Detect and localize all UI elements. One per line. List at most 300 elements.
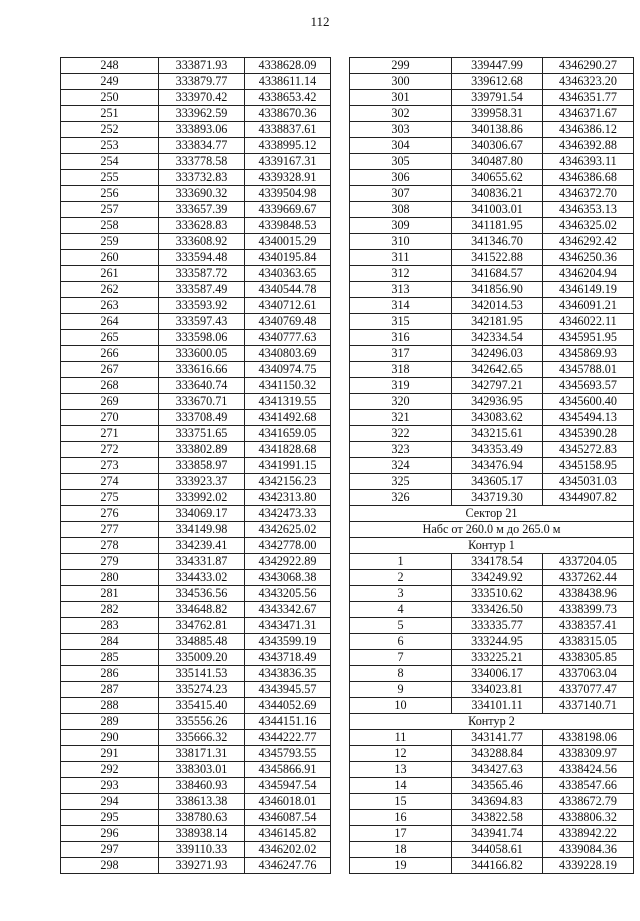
x-coordinate-cell: 333893.06 xyxy=(159,122,245,138)
x-coordinate-cell: 342181.95 xyxy=(452,314,543,330)
point-number-cell: 306 xyxy=(350,170,452,186)
y-coordinate-cell: 4345494.13 xyxy=(543,410,634,426)
point-number-cell: 4 xyxy=(350,602,452,618)
point-number-cell: 5 xyxy=(350,618,452,634)
x-coordinate-cell: 333597.43 xyxy=(159,314,245,330)
point-number-cell: 262 xyxy=(61,282,159,298)
table-row xyxy=(61,586,331,602)
x-coordinate-cell: 341522.88 xyxy=(452,250,543,266)
y-coordinate-cell: 4340544.78 xyxy=(245,282,331,298)
point-number-cell: 311 xyxy=(350,250,452,266)
point-number-cell: 290 xyxy=(61,730,159,746)
table-row xyxy=(350,378,634,394)
x-coordinate-cell: 333640.74 xyxy=(159,378,245,394)
point-number-cell: 279 xyxy=(61,554,159,570)
point-number-cell: 326 xyxy=(350,490,452,506)
y-coordinate-cell: 4345600.40 xyxy=(543,394,634,410)
point-number-cell: 313 xyxy=(350,282,452,298)
point-number-cell: 285 xyxy=(61,650,159,666)
x-coordinate-cell: 334069.17 xyxy=(159,506,245,522)
x-coordinate-cell: 340138.86 xyxy=(452,122,543,138)
table-row xyxy=(350,90,634,106)
x-coordinate-cell: 333879.77 xyxy=(159,74,245,90)
x-coordinate-cell: 335274.23 xyxy=(159,682,245,698)
y-coordinate-cell: 4342156.23 xyxy=(245,474,331,490)
y-coordinate-cell: 4343836.35 xyxy=(245,666,331,682)
x-coordinate-cell: 338303.01 xyxy=(159,762,245,778)
point-number-cell: 315 xyxy=(350,314,452,330)
x-coordinate-cell: 343083.62 xyxy=(452,410,543,426)
point-number-cell: 266 xyxy=(61,346,159,362)
point-number-cell: 9 xyxy=(350,682,452,698)
x-coordinate-cell: 333510.62 xyxy=(452,586,543,602)
y-coordinate-cell: 4340777.63 xyxy=(245,330,331,346)
table-row xyxy=(350,186,634,202)
x-coordinate-cell: 333670.71 xyxy=(159,394,245,410)
y-coordinate-cell: 4341150.32 xyxy=(245,378,331,394)
x-coordinate-cell: 333225.21 xyxy=(452,650,543,666)
table-row xyxy=(350,858,634,874)
table-row xyxy=(61,826,331,842)
x-coordinate-cell: 334101.11 xyxy=(452,698,543,714)
y-coordinate-cell: 4341991.15 xyxy=(245,458,331,474)
table-row xyxy=(350,698,634,714)
y-coordinate-cell: 4346091.21 xyxy=(543,298,634,314)
x-coordinate-cell: 333587.72 xyxy=(159,266,245,282)
x-coordinate-cell: 334149.98 xyxy=(159,522,245,538)
point-number-cell: 292 xyxy=(61,762,159,778)
x-coordinate-cell: 340306.67 xyxy=(452,138,543,154)
y-coordinate-cell: 4345693.57 xyxy=(543,378,634,394)
table-row xyxy=(350,570,634,586)
y-coordinate-cell: 4346351.77 xyxy=(543,90,634,106)
point-number-cell: 254 xyxy=(61,154,159,170)
table-row xyxy=(61,426,331,442)
point-number-cell: 19 xyxy=(350,858,452,874)
x-coordinate-cell: 338938.14 xyxy=(159,826,245,842)
table-row xyxy=(61,490,331,506)
y-coordinate-cell: 4338198.06 xyxy=(543,730,634,746)
y-coordinate-cell: 4340195.84 xyxy=(245,250,331,266)
table-row xyxy=(350,826,634,842)
table-row xyxy=(350,298,634,314)
y-coordinate-cell: 4340015.29 xyxy=(245,234,331,250)
x-coordinate-cell: 333598.06 xyxy=(159,330,245,346)
y-coordinate-cell: 4338806.32 xyxy=(543,810,634,826)
point-number-cell: 276 xyxy=(61,506,159,522)
sector-height-range: Набс от 260.0 м до 265.0 м xyxy=(350,522,634,538)
point-number-cell: 281 xyxy=(61,586,159,602)
table-row xyxy=(61,298,331,314)
y-coordinate-cell: 4341492.68 xyxy=(245,410,331,426)
y-coordinate-cell: 4346353.13 xyxy=(543,202,634,218)
table-row xyxy=(61,378,331,394)
point-number-cell: 252 xyxy=(61,122,159,138)
point-number-cell: 249 xyxy=(61,74,159,90)
table-row xyxy=(61,714,331,730)
table-row xyxy=(61,234,331,250)
y-coordinate-cell: 4346393.11 xyxy=(543,154,634,170)
x-coordinate-cell: 342334.54 xyxy=(452,330,543,346)
sector-title: Сектор 21 xyxy=(350,506,634,522)
x-coordinate-cell: 338171.31 xyxy=(159,746,245,762)
point-number-cell: 316 xyxy=(350,330,452,346)
point-number-cell: 303 xyxy=(350,122,452,138)
table-row xyxy=(61,186,331,202)
x-coordinate-cell: 341181.95 xyxy=(452,218,543,234)
x-coordinate-cell: 333751.65 xyxy=(159,426,245,442)
table-row xyxy=(350,682,634,698)
table-row xyxy=(61,746,331,762)
table-row xyxy=(350,154,634,170)
table-row xyxy=(61,90,331,106)
table-row xyxy=(350,394,634,410)
y-coordinate-cell: 4346292.42 xyxy=(543,234,634,250)
table-row xyxy=(350,442,634,458)
y-coordinate-cell: 4346145.82 xyxy=(245,826,331,842)
table-row xyxy=(350,794,634,810)
x-coordinate-cell: 343476.94 xyxy=(452,458,543,474)
x-coordinate-cell: 333732.83 xyxy=(159,170,245,186)
point-number-cell: 278 xyxy=(61,538,159,554)
point-number-cell: 265 xyxy=(61,330,159,346)
point-number-cell: 17 xyxy=(350,826,452,842)
y-coordinate-cell: 4345947.54 xyxy=(245,778,331,794)
y-coordinate-cell: 4338305.85 xyxy=(543,650,634,666)
y-coordinate-cell: 4342473.33 xyxy=(245,506,331,522)
x-coordinate-cell: 341003.01 xyxy=(452,202,543,218)
table-row xyxy=(350,330,634,346)
x-coordinate-cell: 339791.54 xyxy=(452,90,543,106)
y-coordinate-cell: 4340712.61 xyxy=(245,298,331,314)
table-row xyxy=(61,602,331,618)
point-number-cell: 288 xyxy=(61,698,159,714)
table-row xyxy=(350,490,634,506)
table-row xyxy=(61,618,331,634)
y-coordinate-cell: 4337140.71 xyxy=(543,698,634,714)
table-row xyxy=(61,330,331,346)
y-coordinate-cell: 4346392.88 xyxy=(543,138,634,154)
y-coordinate-cell: 4344222.77 xyxy=(245,730,331,746)
point-number-cell: 297 xyxy=(61,842,159,858)
point-number-cell: 287 xyxy=(61,682,159,698)
table-row xyxy=(350,314,634,330)
x-coordinate-cell: 334536.56 xyxy=(159,586,245,602)
x-coordinate-cell: 342936.95 xyxy=(452,394,543,410)
point-number-cell: 304 xyxy=(350,138,452,154)
table-row xyxy=(61,394,331,410)
table-row xyxy=(61,730,331,746)
table-row xyxy=(350,122,634,138)
table-row xyxy=(61,858,331,874)
table-row xyxy=(350,618,634,634)
y-coordinate-cell: 4343471.31 xyxy=(245,618,331,634)
x-coordinate-cell: 343605.17 xyxy=(452,474,543,490)
y-coordinate-cell: 4338438.96 xyxy=(543,586,634,602)
y-coordinate-cell: 4337204.05 xyxy=(543,554,634,570)
y-coordinate-cell: 4346386.68 xyxy=(543,170,634,186)
point-number-cell: 257 xyxy=(61,202,159,218)
table-row xyxy=(61,250,331,266)
point-number-cell: 294 xyxy=(61,794,159,810)
x-coordinate-cell: 333594.48 xyxy=(159,250,245,266)
table-row xyxy=(350,586,634,602)
y-coordinate-cell: 4339328.91 xyxy=(245,170,331,186)
y-coordinate-cell: 4338653.42 xyxy=(245,90,331,106)
x-coordinate-cell: 333335.77 xyxy=(452,618,543,634)
table-row xyxy=(350,554,634,570)
point-number-cell: 259 xyxy=(61,234,159,250)
x-coordinate-cell: 334178.54 xyxy=(452,554,543,570)
point-number-cell: 291 xyxy=(61,746,159,762)
table-row xyxy=(61,570,331,586)
y-coordinate-cell: 4346202.02 xyxy=(245,842,331,858)
table-row xyxy=(61,634,331,650)
table-row xyxy=(61,218,331,234)
y-coordinate-cell: 4346247.76 xyxy=(245,858,331,874)
table-row xyxy=(350,138,634,154)
point-number-cell: 248 xyxy=(61,58,159,74)
x-coordinate-cell: 333923.37 xyxy=(159,474,245,490)
point-number-cell: 8 xyxy=(350,666,452,682)
point-number-cell: 260 xyxy=(61,250,159,266)
y-coordinate-cell: 4345793.55 xyxy=(245,746,331,762)
x-coordinate-cell: 333600.05 xyxy=(159,346,245,362)
point-number-cell: 295 xyxy=(61,810,159,826)
x-coordinate-cell: 343694.83 xyxy=(452,794,543,810)
x-coordinate-cell: 339958.31 xyxy=(452,106,543,122)
x-coordinate-cell: 339447.99 xyxy=(452,58,543,74)
table-row xyxy=(61,266,331,282)
x-coordinate-cell: 334648.82 xyxy=(159,602,245,618)
y-coordinate-cell: 4339669.67 xyxy=(245,202,331,218)
y-coordinate-cell: 4346149.19 xyxy=(543,282,634,298)
table-row xyxy=(350,346,634,362)
x-coordinate-cell: 334762.81 xyxy=(159,618,245,634)
table-row xyxy=(61,154,331,170)
y-coordinate-cell: 4345272.83 xyxy=(543,442,634,458)
y-coordinate-cell: 4346372.70 xyxy=(543,186,634,202)
point-number-cell: 309 xyxy=(350,218,452,234)
table-row xyxy=(350,666,634,682)
point-number-cell: 256 xyxy=(61,186,159,202)
table-row xyxy=(61,762,331,778)
table-row xyxy=(61,698,331,714)
x-coordinate-cell: 333858.97 xyxy=(159,458,245,474)
table-row xyxy=(61,282,331,298)
y-coordinate-cell: 4338837.61 xyxy=(245,122,331,138)
x-coordinate-cell: 335009.20 xyxy=(159,650,245,666)
table-row xyxy=(61,810,331,826)
x-coordinate-cell: 342642.65 xyxy=(452,362,543,378)
table-row xyxy=(350,474,634,490)
point-number-cell: 324 xyxy=(350,458,452,474)
point-number-cell: 299 xyxy=(350,58,452,74)
x-coordinate-cell: 343288.84 xyxy=(452,746,543,762)
point-number-cell: 267 xyxy=(61,362,159,378)
x-coordinate-cell: 338780.63 xyxy=(159,810,245,826)
y-coordinate-cell: 4340803.69 xyxy=(245,346,331,362)
x-coordinate-cell: 333871.93 xyxy=(159,58,245,74)
table-row xyxy=(350,842,634,858)
x-coordinate-cell: 344166.82 xyxy=(452,858,543,874)
point-number-cell: 322 xyxy=(350,426,452,442)
y-coordinate-cell: 4345031.03 xyxy=(543,474,634,490)
point-number-cell: 320 xyxy=(350,394,452,410)
y-coordinate-cell: 4337262.44 xyxy=(543,570,634,586)
point-number-cell: 293 xyxy=(61,778,159,794)
table-row xyxy=(61,74,331,90)
point-number-cell: 12 xyxy=(350,746,452,762)
point-number-cell: 270 xyxy=(61,410,159,426)
point-number-cell: 318 xyxy=(350,362,452,378)
point-number-cell: 296 xyxy=(61,826,159,842)
x-coordinate-cell: 333708.49 xyxy=(159,410,245,426)
y-coordinate-cell: 4343342.67 xyxy=(245,602,331,618)
y-coordinate-cell: 4345158.95 xyxy=(543,458,634,474)
table-row xyxy=(350,810,634,826)
point-number-cell: 261 xyxy=(61,266,159,282)
y-coordinate-cell: 4346204.94 xyxy=(543,266,634,282)
x-coordinate-cell: 333628.83 xyxy=(159,218,245,234)
y-coordinate-cell: 4343068.38 xyxy=(245,570,331,586)
point-number-cell: 310 xyxy=(350,234,452,250)
x-coordinate-cell: 333657.39 xyxy=(159,202,245,218)
y-coordinate-cell: 4339848.53 xyxy=(245,218,331,234)
table-row xyxy=(61,682,331,698)
point-number-cell: 321 xyxy=(350,410,452,426)
x-coordinate-cell: 338613.38 xyxy=(159,794,245,810)
point-number-cell: 275 xyxy=(61,490,159,506)
y-coordinate-cell: 4346386.12 xyxy=(543,122,634,138)
y-coordinate-cell: 4343718.49 xyxy=(245,650,331,666)
x-coordinate-cell: 334249.92 xyxy=(452,570,543,586)
x-coordinate-cell: 333690.32 xyxy=(159,186,245,202)
x-coordinate-cell: 342797.21 xyxy=(452,378,543,394)
table-row xyxy=(61,522,331,538)
y-coordinate-cell: 4337077.47 xyxy=(543,682,634,698)
y-coordinate-cell: 4340974.75 xyxy=(245,362,331,378)
y-coordinate-cell: 4346325.02 xyxy=(543,218,634,234)
point-number-cell: 255 xyxy=(61,170,159,186)
x-coordinate-cell: 333962.59 xyxy=(159,106,245,122)
y-coordinate-cell: 4342778.00 xyxy=(245,538,331,554)
table-row xyxy=(350,74,634,90)
y-coordinate-cell: 4345788.01 xyxy=(543,362,634,378)
y-coordinate-cell: 4338399.73 xyxy=(543,602,634,618)
point-number-cell: 269 xyxy=(61,394,159,410)
point-number-cell: 268 xyxy=(61,378,159,394)
table-row xyxy=(61,314,331,330)
x-coordinate-cell: 335556.26 xyxy=(159,714,245,730)
y-coordinate-cell: 4340769.48 xyxy=(245,314,331,330)
contour-2-title-row xyxy=(350,714,634,730)
y-coordinate-cell: 4338670.36 xyxy=(245,106,331,122)
table-row xyxy=(61,506,331,522)
table-row xyxy=(61,170,331,186)
x-coordinate-cell: 341684.57 xyxy=(452,266,543,282)
contour-2-title: Контур 2 xyxy=(350,714,634,730)
x-coordinate-cell: 333834.77 xyxy=(159,138,245,154)
y-coordinate-cell: 4342922.89 xyxy=(245,554,331,570)
x-coordinate-cell: 334023.81 xyxy=(452,682,543,698)
contour-1-title: Контур 1 xyxy=(350,538,634,554)
table-row xyxy=(350,634,634,650)
x-coordinate-cell: 334331.87 xyxy=(159,554,245,570)
point-number-cell: 317 xyxy=(350,346,452,362)
table-row xyxy=(350,170,634,186)
point-number-cell: 319 xyxy=(350,378,452,394)
x-coordinate-cell: 340836.21 xyxy=(452,186,543,202)
table-row xyxy=(350,410,634,426)
table-row xyxy=(350,282,634,298)
point-number-cell: 312 xyxy=(350,266,452,282)
x-coordinate-cell: 333426.50 xyxy=(452,602,543,618)
y-coordinate-cell: 4338672.79 xyxy=(543,794,634,810)
point-number-cell: 280 xyxy=(61,570,159,586)
y-coordinate-cell: 4342625.02 xyxy=(245,522,331,538)
point-number-cell: 6 xyxy=(350,634,452,650)
y-coordinate-cell: 4337063.04 xyxy=(543,666,634,682)
x-coordinate-cell: 344058.61 xyxy=(452,842,543,858)
point-number-cell: 307 xyxy=(350,186,452,202)
y-coordinate-cell: 4338309.97 xyxy=(543,746,634,762)
table-row xyxy=(350,746,634,762)
point-number-cell: 314 xyxy=(350,298,452,314)
y-coordinate-cell: 4339228.19 xyxy=(543,858,634,874)
contour-1-title-row xyxy=(350,538,634,554)
table-row xyxy=(61,106,331,122)
page-number: 112 xyxy=(310,14,330,29)
y-coordinate-cell: 4345866.91 xyxy=(245,762,331,778)
point-number-cell: 3 xyxy=(350,586,452,602)
table-row xyxy=(61,410,331,426)
table-row xyxy=(350,218,634,234)
x-coordinate-cell: 333802.89 xyxy=(159,442,245,458)
y-coordinate-cell: 4338357.41 xyxy=(543,618,634,634)
y-coordinate-cell: 4338995.12 xyxy=(245,138,331,154)
point-number-cell: 263 xyxy=(61,298,159,314)
point-number-cell: 271 xyxy=(61,426,159,442)
y-coordinate-cell: 4345951.95 xyxy=(543,330,634,346)
y-coordinate-cell: 4338315.05 xyxy=(543,634,634,650)
table-row xyxy=(61,122,331,138)
table-row xyxy=(61,442,331,458)
point-number-cell: 258 xyxy=(61,218,159,234)
table-row xyxy=(61,538,331,554)
table-row xyxy=(61,778,331,794)
y-coordinate-cell: 4339167.31 xyxy=(245,154,331,170)
x-coordinate-cell: 333608.92 xyxy=(159,234,245,250)
point-number-cell: 13 xyxy=(350,762,452,778)
x-coordinate-cell: 335415.40 xyxy=(159,698,245,714)
y-coordinate-cell: 4342313.80 xyxy=(245,490,331,506)
x-coordinate-cell: 342014.53 xyxy=(452,298,543,314)
table-row xyxy=(61,138,331,154)
y-coordinate-cell: 4344907.82 xyxy=(543,490,634,506)
y-coordinate-cell: 4345390.28 xyxy=(543,426,634,442)
x-coordinate-cell: 334885.48 xyxy=(159,634,245,650)
coordinates-table-left xyxy=(60,57,331,874)
x-coordinate-cell: 338460.93 xyxy=(159,778,245,794)
x-coordinate-cell: 339271.93 xyxy=(159,858,245,874)
x-coordinate-cell: 343141.77 xyxy=(452,730,543,746)
y-coordinate-cell: 4341828.68 xyxy=(245,442,331,458)
x-coordinate-cell: 333778.58 xyxy=(159,154,245,170)
point-number-cell: 277 xyxy=(61,522,159,538)
x-coordinate-cell: 334433.02 xyxy=(159,570,245,586)
y-coordinate-cell: 4338611.14 xyxy=(245,74,331,90)
